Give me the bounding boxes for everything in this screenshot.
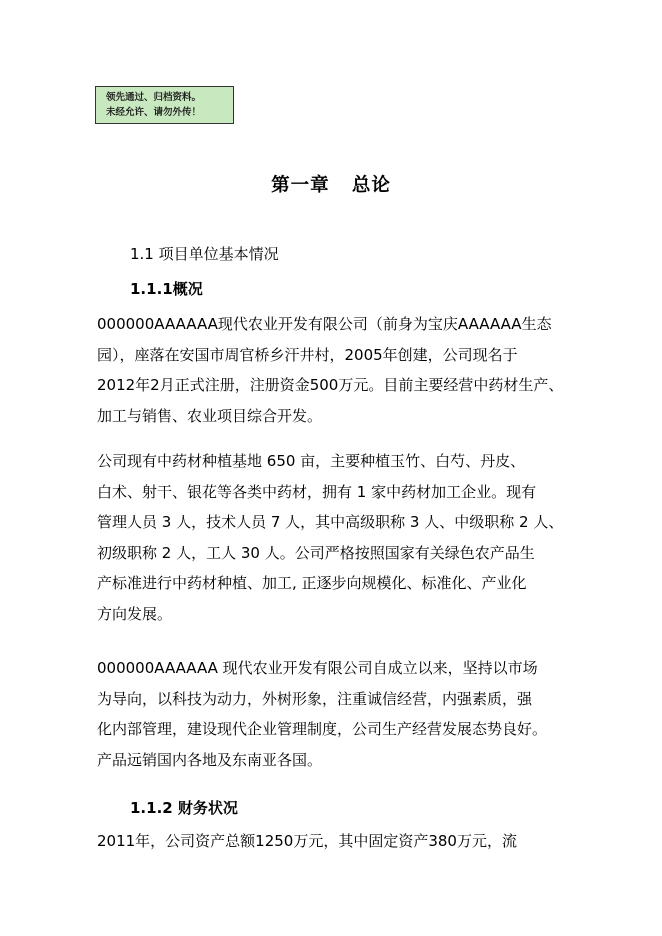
text-line: 产品远销国内各地及东南亚各国。 <box>97 750 323 769</box>
text-line: 初级职称 2 人，工人 30 人。公司严格按照国家有关绿色农产品生 <box>97 543 535 562</box>
section-heading-1-1: 1.1 项目单位基本情况 <box>130 245 279 263</box>
section-heading-1-1-2: 1.1.2 财务状况 <box>130 799 238 817</box>
text-line: 园），座落在安国市周官桥乡汗井村，2005年创建，公司现名于 <box>97 345 518 364</box>
text-line: 方向发展。 <box>97 604 173 623</box>
text-line: 化内部管理，建设现代企业管理制度，公司生产经营发展态势良好。 <box>97 720 548 738</box>
text-line: 2011年，公司资产总额1250万元，其中固定资产380万元，流 <box>97 832 517 850</box>
text-line: 产标准进行中药材种植、加工, 正逐步向规模化、标准化、产业化 <box>97 574 527 592</box>
stamp-line-2: 未经允许、请勿外传！ <box>106 107 202 118</box>
paragraph-overview <box>97 309 597 431</box>
paragraph-finance <box>97 826 597 857</box>
watermark-stamp <box>95 86 234 124</box>
text-line: 管理人员 3 人，技术人员 7 人，其中高级职称 3 人、中级职称 2 人、 <box>97 513 564 531</box>
text-line: 000000AAAAAA 现代农业开发有限公司自成立以来，坚持以市场 <box>97 659 538 677</box>
chapter-title: 第一章 总论 <box>271 175 391 196</box>
text-line: 加工与销售、农业项目综合开发。 <box>97 406 323 425</box>
stamp-line-1: 领先通过、归档资料。 <box>106 92 202 103</box>
text-line: 白术、射干、银花等各类中药材，拥有 1 家中药材加工企业。现有 <box>97 482 537 501</box>
paragraph-resources <box>97 446 597 629</box>
text-line: 2012年2月正式注册，注册资金500万元。目前主要经营中药材生产、 <box>97 376 564 394</box>
text-line: 为导向，以科技为动力，外树形象，注重诚信经营，内强素质，强 <box>97 689 533 708</box>
paragraph-development <box>97 653 597 775</box>
text-line: 公司现有中药材种植基地 650 亩，主要种植玉竹、白芍、丹皮、 <box>97 452 526 470</box>
text-line: 000000AAAAAA现代农业开发有限公司（前身为宝庆AAAAAA生态 <box>97 315 552 333</box>
section-heading-1-1-1: 1.1.1概况 <box>130 280 203 298</box>
